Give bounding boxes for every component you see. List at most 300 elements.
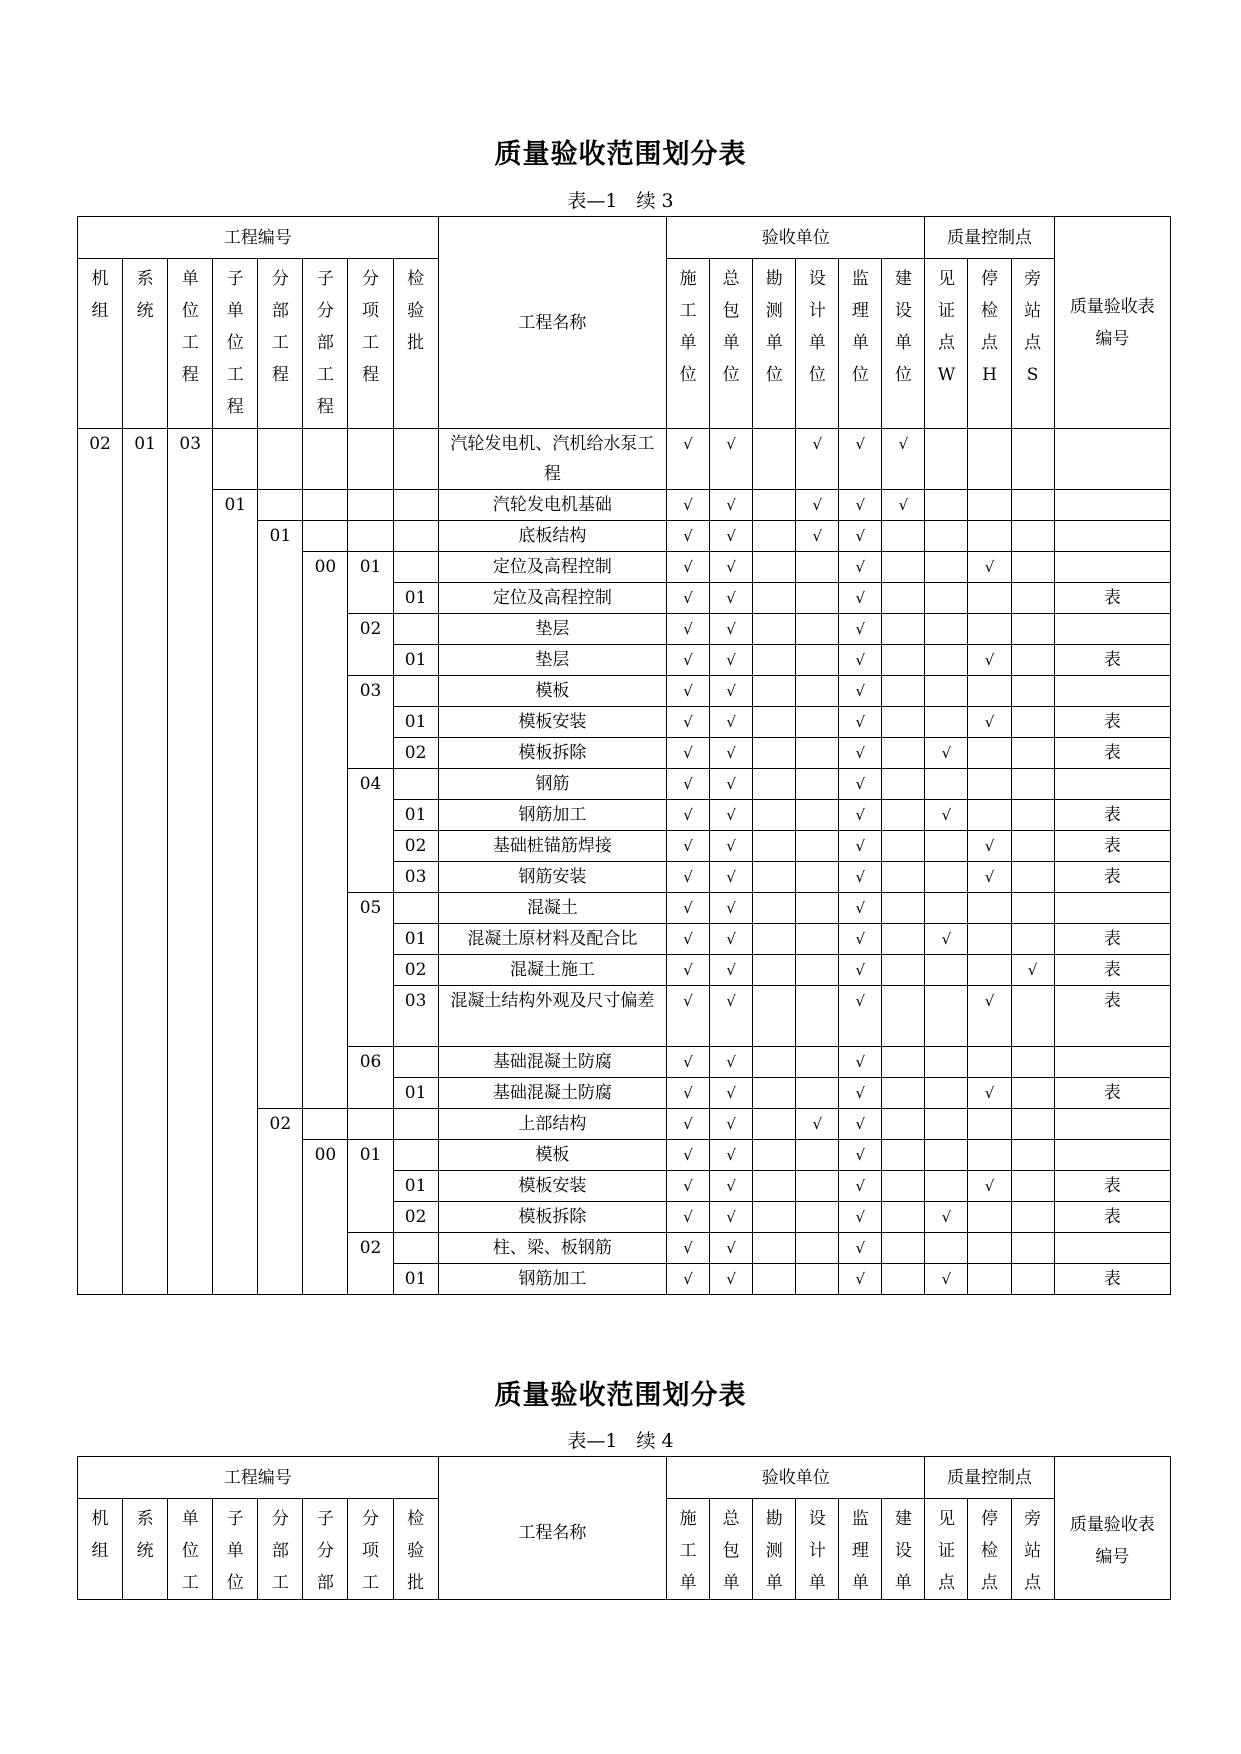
unit-check-1: √	[710, 1078, 753, 1109]
control-check-2	[1011, 645, 1054, 676]
code-batch	[393, 676, 438, 707]
control-check-1: √	[968, 1078, 1011, 1109]
control-check-0	[925, 583, 968, 614]
code-unit: 02	[78, 429, 123, 1295]
form-no-cell: 表	[1054, 1171, 1170, 1202]
control-check-2	[1011, 986, 1054, 1047]
unit-check-5	[882, 583, 925, 614]
project-name-cell: 钢筋加工	[438, 800, 666, 831]
control-check-1: √	[968, 986, 1011, 1047]
code-batch: 03	[393, 986, 438, 1047]
code-batch	[393, 614, 438, 645]
unit-check-0: √	[667, 552, 710, 583]
unit-check-2	[753, 893, 796, 924]
unit-check-5	[882, 614, 925, 645]
unit-check-1: √	[710, 1233, 753, 1264]
unit-check-2	[753, 676, 796, 707]
unit-check-3	[796, 738, 839, 769]
unit-check-1: √	[710, 1047, 753, 1078]
project-name-cell: 上部结构	[438, 1109, 666, 1140]
code-batch	[393, 521, 438, 552]
form-no-cell	[1054, 614, 1170, 645]
control-check-1	[968, 1047, 1011, 1078]
project-name-cell: 模板	[438, 676, 666, 707]
control-check-2	[1011, 1109, 1054, 1140]
unit-check-4: √	[839, 924, 882, 955]
header-code-col-5: 子 分 部	[303, 1499, 348, 1600]
unit-check-4: √	[839, 831, 882, 862]
code-item: 02	[348, 614, 393, 676]
header-code-col-6: 分 项 工 程	[348, 259, 393, 429]
code-batch: 01	[393, 800, 438, 831]
form-no-cell	[1054, 676, 1170, 707]
unit-check-0: √	[667, 429, 710, 490]
page-title-2: 质量验收范围划分表	[494, 1380, 747, 1411]
control-check-0	[925, 986, 968, 1047]
code-batch: 01	[393, 1264, 438, 1295]
code-batch	[393, 429, 438, 490]
header-unit-col-4: 监 理 单	[839, 1499, 882, 1600]
control-check-0	[925, 1140, 968, 1171]
header-code-col-4: 分 部 工	[258, 1499, 303, 1600]
code-item: 05	[348, 893, 393, 1047]
control-check-1	[968, 893, 1011, 924]
unit-check-0: √	[667, 924, 710, 955]
project-name-cell: 混凝土原材料及配合比	[438, 924, 666, 955]
form-no-cell	[1054, 429, 1170, 490]
control-check-1: √	[968, 707, 1011, 738]
unit-check-0: √	[667, 1233, 710, 1264]
control-check-0: √	[925, 924, 968, 955]
header-ctrl-col-1: 停 检 点	[968, 1499, 1011, 1600]
unit-check-5	[882, 707, 925, 738]
control-check-0	[925, 645, 968, 676]
header-ctrl-col-2: 旁 站 点	[1011, 1499, 1054, 1600]
form-no-cell	[1054, 490, 1170, 521]
code-sub-unit: 01	[213, 490, 258, 1295]
unit-check-1: √	[710, 676, 753, 707]
control-check-0	[925, 676, 968, 707]
header-code-col-1: 系 统	[123, 1499, 168, 1600]
project-name-cell: 定位及高程控制	[438, 552, 666, 583]
unit-check-2	[753, 1202, 796, 1233]
unit-check-5	[882, 738, 925, 769]
unit-check-5	[882, 1047, 925, 1078]
control-check-0	[925, 521, 968, 552]
code-batch	[393, 552, 438, 583]
form-no-cell	[1054, 552, 1170, 583]
unit-check-3	[796, 707, 839, 738]
unit-check-1: √	[710, 707, 753, 738]
control-check-1: √	[968, 862, 1011, 893]
unit-check-5	[882, 1140, 925, 1171]
header-group-control: 质量控制点	[925, 217, 1054, 259]
control-check-0	[925, 1047, 968, 1078]
code-batch: 02	[393, 831, 438, 862]
project-name-cell: 定位及高程控制	[438, 583, 666, 614]
code-batch: 01	[393, 1078, 438, 1109]
unit-check-2	[753, 924, 796, 955]
unit-check-5	[882, 552, 925, 583]
unit-check-4: √	[839, 1233, 882, 1264]
unit-check-1: √	[710, 1109, 753, 1140]
unit-check-1: √	[710, 1171, 753, 1202]
control-check-2	[1011, 1202, 1054, 1233]
unit-check-2	[753, 800, 796, 831]
project-name-cell: 钢筋加工	[438, 1264, 666, 1295]
control-check-1	[968, 1109, 1011, 1140]
control-check-0: √	[925, 1264, 968, 1295]
project-name-cell: 垫层	[438, 614, 666, 645]
header-code-col-7: 检 验 批	[393, 1499, 438, 1600]
unit-check-3	[796, 583, 839, 614]
unit-check-5	[882, 924, 925, 955]
control-check-1	[968, 1233, 1011, 1264]
unit-check-4: √	[839, 1140, 882, 1171]
header-unit-col-3: 设 计 单	[796, 1499, 839, 1600]
header-form-no: 质量验收表 编号	[1054, 217, 1170, 429]
header-ctrl-col-1: 停 检 点 H	[968, 259, 1011, 429]
unit-check-2	[753, 552, 796, 583]
code-subdivision-2: 00	[303, 1140, 348, 1295]
unit-check-1: √	[710, 893, 753, 924]
header-unit-col-2: 勘 测 单	[753, 1499, 796, 1600]
control-check-2	[1011, 800, 1054, 831]
control-check-2	[1011, 676, 1054, 707]
header-unit-col-4: 监 理 单 位	[839, 259, 882, 429]
form-no-cell: 表	[1054, 924, 1170, 955]
code-item: 06	[348, 1047, 393, 1109]
form-no-cell: 表	[1054, 583, 1170, 614]
unit-check-0: √	[667, 707, 710, 738]
unit-check-3	[796, 769, 839, 800]
unit-check-4: √	[839, 1264, 882, 1295]
header-project-name: 工程名称	[438, 1457, 666, 1600]
code-batch: 01	[393, 583, 438, 614]
control-check-0	[925, 429, 968, 490]
project-name-cell: 混凝土	[438, 893, 666, 924]
unit-check-4: √	[839, 1171, 882, 1202]
unit-check-2	[753, 769, 796, 800]
unit-check-3	[796, 645, 839, 676]
unit-check-0: √	[667, 800, 710, 831]
unit-check-3	[796, 1078, 839, 1109]
header-code-col-0: 机 组	[78, 1499, 123, 1600]
unit-check-4: √	[839, 1109, 882, 1140]
control-check-2	[1011, 583, 1054, 614]
table-row	[78, 490, 1171, 521]
project-name-cell: 基础桩锚筋焊接	[438, 831, 666, 862]
header-project-name: 工程名称	[438, 217, 666, 429]
header-unit-col-0: 施 工 单	[667, 1499, 710, 1600]
header-unit-col-0: 施 工 单 位	[667, 259, 710, 429]
unit-check-2	[753, 1078, 796, 1109]
unit-check-4: √	[839, 614, 882, 645]
form-no-cell	[1054, 1140, 1170, 1171]
control-check-1	[968, 490, 1011, 521]
unit-check-3	[796, 552, 839, 583]
unit-check-5	[882, 1264, 925, 1295]
unit-check-5	[882, 769, 925, 800]
code-batch: 02	[393, 738, 438, 769]
code-batch	[393, 1233, 438, 1264]
header-form-no: 质量验收表 编号	[1054, 1457, 1170, 1600]
form-no-cell	[1054, 1233, 1170, 1264]
unit-check-0: √	[667, 583, 710, 614]
project-name-cell: 钢筋	[438, 769, 666, 800]
header-code-col-7: 检 验 批	[393, 259, 438, 429]
unit-check-1: √	[710, 645, 753, 676]
unit-check-4: √	[839, 1078, 882, 1109]
unit-check-1: √	[710, 924, 753, 955]
header-code-col-2: 单 位 工	[168, 1499, 213, 1600]
unit-check-5	[882, 1078, 925, 1109]
form-no-cell	[1054, 1047, 1170, 1078]
unit-check-5	[882, 1233, 925, 1264]
unit-check-3	[796, 1140, 839, 1171]
header-group-code: 工程编号	[78, 1457, 439, 1499]
control-check-0	[925, 769, 968, 800]
unit-check-2	[753, 1109, 796, 1140]
unit-check-0: √	[667, 955, 710, 986]
unit-check-3	[796, 893, 839, 924]
control-check-0	[925, 1233, 968, 1264]
control-check-0	[925, 614, 968, 645]
project-name-cell: 模板安装	[438, 1171, 666, 1202]
control-check-1	[968, 429, 1011, 490]
unit-check-0: √	[667, 986, 710, 1047]
unit-check-5	[882, 893, 925, 924]
unit-check-0: √	[667, 1109, 710, 1140]
header-group-acceptance: 验收单位	[667, 1457, 925, 1499]
unit-check-0: √	[667, 614, 710, 645]
header-code-col-5: 子 分 部 工 程	[303, 259, 348, 429]
project-name-cell: 模板	[438, 1140, 666, 1171]
unit-check-3	[796, 676, 839, 707]
form-no-cell: 表	[1054, 1202, 1170, 1233]
unit-check-2	[753, 614, 796, 645]
control-check-2	[1011, 521, 1054, 552]
project-name-cell: 基础混凝土防腐	[438, 1047, 666, 1078]
unit-check-1: √	[710, 986, 753, 1047]
unit-check-2	[753, 1140, 796, 1171]
code-batch: 01	[393, 1171, 438, 1202]
control-check-0: √	[925, 738, 968, 769]
control-check-1	[968, 521, 1011, 552]
header-code-col-0: 机 组	[78, 259, 123, 429]
form-no-cell	[1054, 521, 1170, 552]
header-unit-col-2: 勘 测 单 位	[753, 259, 796, 429]
unit-check-2	[753, 583, 796, 614]
header-ctrl-col-2: 旁 站 点 S	[1011, 259, 1054, 429]
code-sub-unit-empty	[213, 429, 258, 490]
control-check-1	[968, 583, 1011, 614]
unit-check-1: √	[710, 831, 753, 862]
unit-check-5: √	[882, 429, 925, 490]
control-check-0	[925, 893, 968, 924]
unit-check-5	[882, 1109, 925, 1140]
form-no-cell: 表	[1054, 738, 1170, 769]
unit-check-1: √	[710, 429, 753, 490]
control-check-1: √	[968, 1171, 1011, 1202]
code-batch	[393, 1109, 438, 1140]
unit-check-5	[882, 645, 925, 676]
form-no-cell: 表	[1054, 955, 1170, 986]
unit-check-2	[753, 707, 796, 738]
unit-check-5: √	[882, 490, 925, 521]
unit-check-4: √	[839, 583, 882, 614]
quality-acceptance-table-2	[77, 1456, 1171, 1600]
code-item: 03	[348, 676, 393, 769]
header-unit-col-3: 设 计 单 位	[796, 259, 839, 429]
control-check-2	[1011, 1264, 1054, 1295]
form-no-cell: 表	[1054, 862, 1170, 893]
control-check-0: √	[925, 800, 968, 831]
unit-check-0: √	[667, 1171, 710, 1202]
unit-check-4: √	[839, 429, 882, 490]
form-no-cell: 表	[1054, 645, 1170, 676]
form-no-cell: 表	[1054, 1078, 1170, 1109]
unit-check-4: √	[839, 862, 882, 893]
header-group-acceptance: 验收单位	[667, 217, 925, 259]
unit-check-0: √	[667, 521, 710, 552]
control-check-2	[1011, 1078, 1054, 1109]
unit-check-4: √	[839, 1047, 882, 1078]
unit-check-4: √	[839, 800, 882, 831]
header-code-col-3: 子 单 位	[213, 1499, 258, 1600]
header-ctrl-col-0: 见 证 点 W	[925, 259, 968, 429]
code-batch	[393, 769, 438, 800]
unit-check-0: √	[667, 490, 710, 521]
project-name-cell: 汽轮发电机、汽机给水泵工程	[438, 429, 666, 490]
unit-check-5	[882, 862, 925, 893]
control-check-1	[968, 614, 1011, 645]
table-row	[78, 429, 1171, 490]
unit-check-0: √	[667, 645, 710, 676]
unit-check-3	[796, 1047, 839, 1078]
form-no-cell: 表	[1054, 986, 1170, 1047]
unit-check-3: √	[796, 429, 839, 490]
unit-check-2	[753, 1047, 796, 1078]
form-no-cell: 表	[1054, 800, 1170, 831]
code-item: 01	[348, 552, 393, 614]
unit-check-3	[796, 924, 839, 955]
unit-check-0: √	[667, 1202, 710, 1233]
header-ctrl-col-0: 见 证 点	[925, 1499, 968, 1600]
control-check-0	[925, 955, 968, 986]
code-batch: 01	[393, 707, 438, 738]
code-system: 01	[123, 429, 168, 1295]
control-check-2	[1011, 893, 1054, 924]
control-check-1	[968, 924, 1011, 955]
project-name-cell: 钢筋安装	[438, 862, 666, 893]
unit-check-2	[753, 1233, 796, 1264]
control-check-0	[925, 862, 968, 893]
code-batch: 02	[393, 1202, 438, 1233]
unit-check-5	[882, 986, 925, 1047]
unit-check-5	[882, 831, 925, 862]
form-no-cell	[1054, 769, 1170, 800]
unit-check-3	[796, 1264, 839, 1295]
code-batch	[393, 1047, 438, 1078]
control-check-2: √	[1011, 955, 1054, 986]
page-title: 质量验收范围划分表	[494, 139, 747, 170]
control-check-1	[968, 1264, 1011, 1295]
control-check-1: √	[968, 552, 1011, 583]
unit-check-1: √	[710, 521, 753, 552]
unit-check-4: √	[839, 676, 882, 707]
table-subtitle-2: 表—1 续 4	[567, 1430, 674, 1452]
control-check-0	[925, 831, 968, 862]
unit-check-3: √	[796, 521, 839, 552]
control-check-0	[925, 552, 968, 583]
project-name-cell: 汽轮发电机基础	[438, 490, 666, 521]
unit-check-1: √	[710, 738, 753, 769]
control-check-2	[1011, 552, 1054, 583]
control-check-1	[968, 769, 1011, 800]
unit-check-1: √	[710, 614, 753, 645]
code-batch: 03	[393, 862, 438, 893]
unit-check-3	[796, 1202, 839, 1233]
project-name-cell: 模板拆除	[438, 1202, 666, 1233]
control-check-0: √	[925, 1202, 968, 1233]
unit-check-1: √	[710, 800, 753, 831]
control-check-2	[1011, 1140, 1054, 1171]
unit-check-4: √	[839, 707, 882, 738]
unit-check-5	[882, 1202, 925, 1233]
unit-check-2	[753, 986, 796, 1047]
quality-acceptance-table	[77, 216, 1171, 1295]
control-check-2	[1011, 924, 1054, 955]
unit-check-5	[882, 955, 925, 986]
control-check-0	[925, 707, 968, 738]
unit-check-2	[753, 521, 796, 552]
unit-check-1: √	[710, 490, 753, 521]
project-name-cell: 混凝土结构外观及尺寸偏差	[438, 986, 666, 1047]
unit-check-5	[882, 800, 925, 831]
form-no-cell: 表	[1054, 1264, 1170, 1295]
project-name-cell: 柱、梁、板钢筋	[438, 1233, 666, 1264]
header-unit-col-1: 总 包 单	[710, 1499, 753, 1600]
unit-check-3: √	[796, 1109, 839, 1140]
code-division-2: 02	[258, 1109, 303, 1295]
project-name-cell: 混凝土施工	[438, 955, 666, 986]
unit-check-3	[796, 986, 839, 1047]
header-code-col-6: 分 项 工	[348, 1499, 393, 1600]
table-subtitle: 表—1 续 3	[567, 190, 674, 212]
control-check-0	[925, 1109, 968, 1140]
form-no-cell: 表	[1054, 707, 1170, 738]
control-check-1: √	[968, 831, 1011, 862]
unit-check-4: √	[839, 769, 882, 800]
form-no-cell	[1054, 893, 1170, 924]
unit-check-2	[753, 429, 796, 490]
control-check-2	[1011, 707, 1054, 738]
project-name-cell: 底板结构	[438, 521, 666, 552]
unit-check-4: √	[839, 738, 882, 769]
code-item: 02	[348, 1233, 393, 1295]
unit-check-1: √	[710, 552, 753, 583]
unit-check-4: √	[839, 986, 882, 1047]
code-batch	[393, 490, 438, 521]
control-check-0	[925, 1171, 968, 1202]
unit-check-5	[882, 521, 925, 552]
unit-check-1: √	[710, 1202, 753, 1233]
unit-check-3	[796, 800, 839, 831]
unit-check-2	[753, 490, 796, 521]
control-check-2	[1011, 769, 1054, 800]
control-check-1	[968, 955, 1011, 986]
